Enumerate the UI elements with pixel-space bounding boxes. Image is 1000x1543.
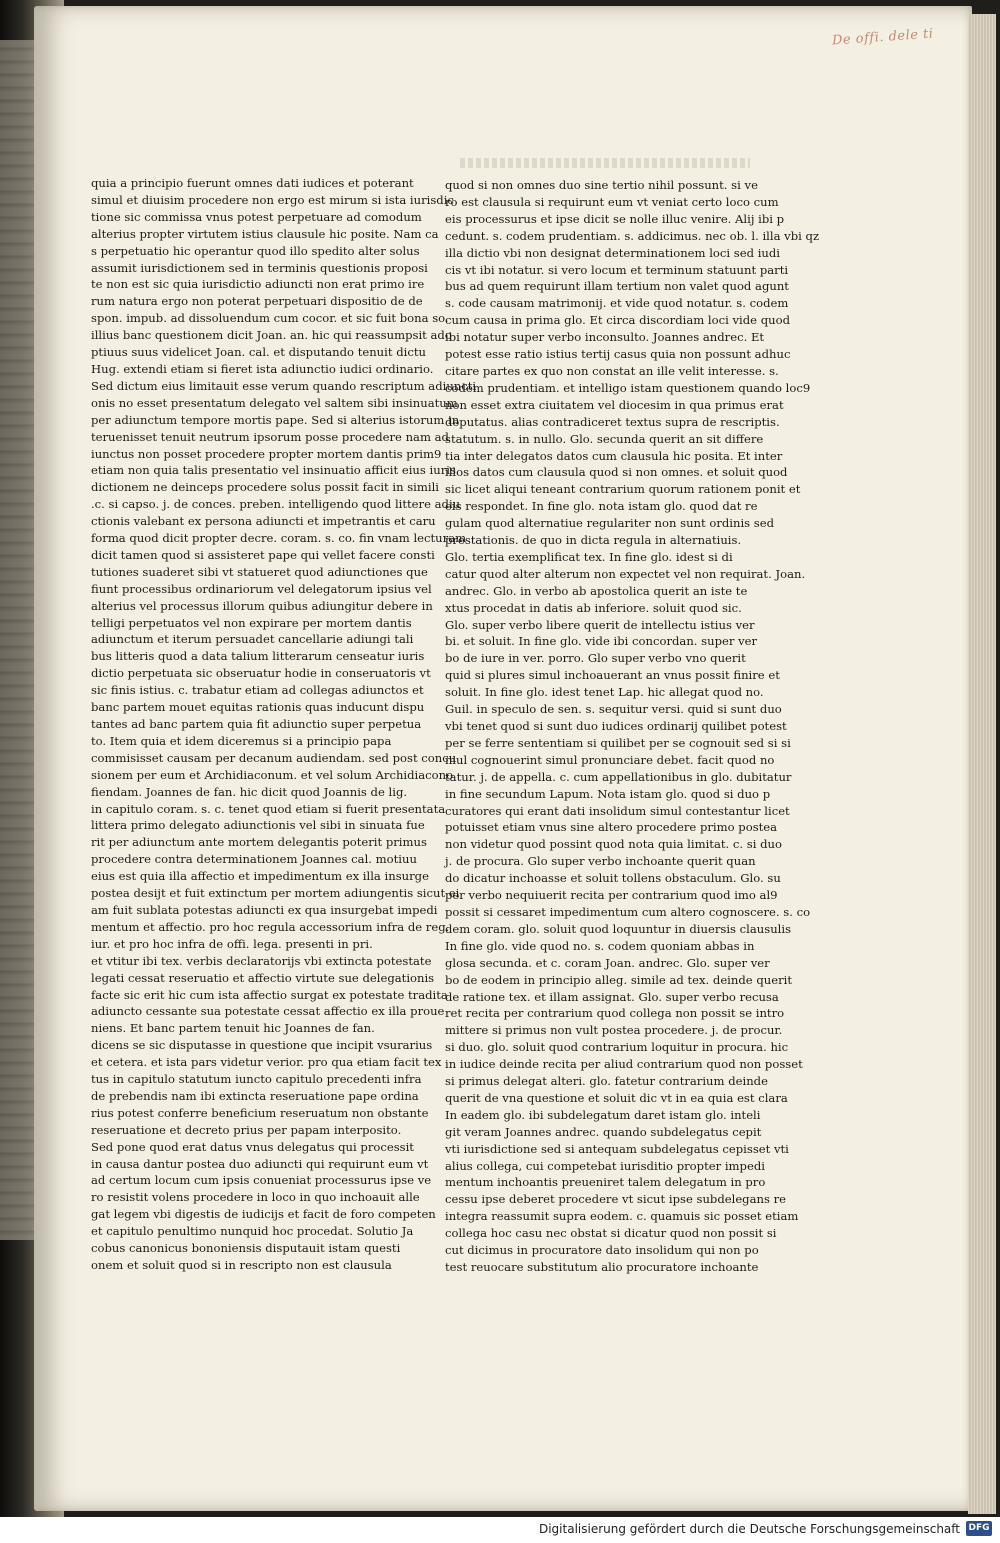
text-line: legati cessat reseruatio et affectio virtute sue delegationis [91,970,435,985]
text-line: si duo. glo. soluit quod contrarium loquitur in procura. hic [445,1040,789,1055]
text-line: illius banc questionem dicit Joan. an. hic qui reassumpsit ado [91,328,452,343]
text-line: vbi tenet quod si sunt duo iudices ordinarij quilibet potest [445,719,787,733]
text-line: integra reassumit supra eodem. c. quamuis sic posset etiam [445,1209,799,1224]
text-line: ibi notatur super verbo inconsulto. Joannes andrec. Et [445,330,765,345]
text-line: Sed dictum eius limitauit esse verum quando rescriptum adiuncti [91,378,477,393]
text-line: glosa secunda. et c. coram Joan. andrec. Glo. super ver [445,955,770,970]
text-line: soluit. In fine glo. idest tenet Lap. hic allegat quod no. [445,685,764,700]
text-line: tione sic commissa vnus potest perpetuare ad comodum [91,209,422,224]
text-line: citare partes ex quo non constat an ille velit interesse. s. [445,363,779,378]
text-line: bo de iure in ver. porro. Glo super verbo vno querit [445,651,746,666]
text-line: fiendam. Joannes de fan. hic dicit quod Joannis de lig. [91,784,408,799]
text-line: In fine glo. vide quod no. s. codem quoniam abbas in [445,938,755,953]
text-line: niens. Et banc partem tenuit hic Joannes de fan. [91,1021,375,1036]
text-line: do dicatur inchoasse et soluit tollens obstaculum. Glo. su [445,871,781,886]
right-text-column [445,177,820,1276]
text-line: assumit iurisdictionem sed in terminis questionis proposi [91,260,428,275]
text-line: tia inter delegatos datos cum clausula hic posita. Et inter [445,448,783,463]
text-line: de ratione tex. et illam assignat. Glo. super verbo recusa [445,989,779,1004]
text-line: alius collega, cui competebat iurisditio propter impedi [445,1158,765,1173]
text-line: quia a principio fuerunt omnes dati iudices et poterant [91,176,414,190]
text-line: am fuit sublata potestas adiuncti ex qua insurgebat impedi [91,902,438,917]
text-line: tus in capitulo statutum iuncto capitulo precedenti infra [91,1072,422,1087]
text-line: per verbo nequiuerit recita per contrarium quod imo al9 [445,888,778,903]
text-line: gat legem vbi digestis de iudicijs et facit de foro competen [91,1207,436,1222]
text-line: onis no esset presentatum delegato vel saltem sibi insinuatum [91,395,458,410]
text-line: bo de eodem in principio alleg. simile ad tex. deinde querit [445,972,792,987]
text-line: illos datos cum clausula quod si non omnes. et soluit quod [445,465,788,480]
text-line: alterius vel processus illorum quibus adiungitur debere in [91,598,433,613]
text-line: Glo. super verbo libere querit de intellectu istius ver [445,617,755,632]
text-line: j. de procura. Glo super verbo inchoante querit quan [445,854,756,869]
text-line: tatur. j. de appella. c. cum appellationibus in glo. dubitatur [445,769,792,784]
text-line: dicit tamen quod si assisteret pape qui vellet facere consti [91,547,435,562]
text-line: cessu ipse deberet procedere vt sicut ipse subdelegans re [445,1192,787,1207]
text-line: ptiuus suus videlicet Joan. cal. et disputando tenuit dictu [91,345,426,360]
text-line: mentum et affectio. pro hoc regula accessorium infra de reg. [91,919,450,934]
text-line: et vtitur ibi tex. verbis declaratorijs vbi extincta potestate [91,953,432,968]
text-line: teruenisset tenuit neutrum ipsorum posse procedere nam ad [91,429,449,444]
text-line: dicens se sic disputasse in questione que incipit vsurarius [91,1038,433,1053]
text-line: de prebendis nam ibi extincta reseruatione pape ordina [91,1088,419,1103]
text-line: dictio perpetuata sic obseruatur hodie in conseruatoris vt [91,666,431,681]
text-line: telligi perpetuatos vel non expirare per mortem dantis [91,615,412,630]
text-line: git veram Joannes andrec. quando subdelegatus cepit [445,1124,762,1139]
text-line: tutiones suaderet sibi vt statueret quod adiunctiones que [91,564,428,579]
text-line: codem prudentiam. et intelligo istam questionem quando loc9 [445,380,811,395]
text-line: cobus canonicus bononiensis disputauit istam questi [91,1241,401,1256]
text-line: sionem per eum et Archidiaconum. et vel solum Archidiacono [91,767,454,782]
text-line: eis respondet. In fine glo. nota istam glo. quod dat re [445,499,758,514]
faint-show-through [460,158,750,168]
text-line: adiunctum et iterum persuadet cancellarie adiungi tali [91,632,414,647]
text-line: statutum. s. in nullo. Glo. secunda querit an sit differe [445,431,764,446]
text-line: Guil. in speculo de sen. s. sequitur versi. quid si sunt duo [445,702,782,717]
text-line: littera primo delegato adiunctionis vel sibi in sinuata fue [91,818,425,833]
text-line: iur. et pro hoc infra de offi. lega. presenti in pri. [91,936,373,951]
text-line: cedunt. s. codem prudentiam. s. addicimus. nec ob. l. illa vbi qz [445,228,820,243]
text-line: forma quod dicit propter decre. coram. s. co. fin vnam lecturam [91,531,467,546]
text-line: facte sic erit hic cum ista affectio surgat ex potestate tradita [91,987,448,1002]
text-line: mittere si primus non vult postea procedere. j. de procur. [445,1023,783,1038]
text-line: possit si cessaret impedimentum cum altero cognoscere. s. co [445,904,811,919]
text-line: potest esse ratio istius tertij casus quia non possunt adhuc [445,347,791,362]
text-line: In eadem glo. ibi subdelegatum daret istam glo. inteli [445,1107,761,1122]
text-line: sic licet aliqui teneant contrarium quorum rationem ponit et [445,482,801,497]
text-line: illa dictio vbi non designat determinationem loci sed iudi [445,245,781,260]
text-line: rius potest conferre beneficium reseruatum non obstante [91,1105,429,1120]
text-line: per se ferre sententiam si quilibet per se cognouit sed si si [445,735,791,750]
text-line: commisisset causam per decanum audiendam. sed post concu [91,750,457,765]
text-line: onem et soluit quod si in rescripto non est clausula [91,1258,392,1272]
text-line: potuisset etiam vnus sine altero procedere primo postea [445,820,778,835]
text-line: ro est clausula si requirunt eum vt veniat certo loco cum [445,194,779,209]
text-line: andrec. Glo. in verbo ab apostolica querit an iste te [445,583,748,598]
text-line: curatores qui erant dati insolidum simul contestantur licet [445,803,790,818]
text-line: s perpetuatio hic operantur quod illo spedito alter solus [91,243,420,258]
text-line: Hug. extendi etiam si fieret ista adiunctio iudici ordinario. [91,361,434,376]
text-line: test reuocare substitutum alio procuratore inchoante [445,1260,759,1274]
text-line: cut dicimus in procuratore dato insolidum qui non po [445,1243,759,1258]
text-line: non videtur quod possint quod nota quia limitat. c. si duo [445,837,782,852]
text-line: postea desijt et fuit extinctum per mortem adiungentis sicut ei [91,886,460,901]
text-line: quod si non omnes duo sine tertio nihil possunt. si ve [445,178,758,192]
text-line: dictionem ne deinceps procedere solus possit facit in simili [91,480,440,495]
text-line: vti iurisdictione sed si antequam subdelegatus cepisset vti [445,1141,789,1156]
text-line: eius est quia illa affectio et impedimentum ex illa insurge [91,869,429,884]
text-line: xtus procedat in datis ab inferiore. soluit quod sic. [445,600,742,615]
page-stack-edge [968,14,996,1514]
text-line: iunctus non posset procedere propter mortem dantis prim9 [91,446,442,461]
text-line: in capitulo coram. s. c. tenet quod etiam si fuerit presentata [91,801,446,816]
text-line: ro resistit volens procedere in loco in quo inchoauit alle [91,1190,420,1205]
text-line: mentum inchoantis preueniret talem delegatum in pro [445,1175,766,1190]
text-line: Sed pone quod erat datus vnus delegatus qui processit [91,1139,414,1154]
text-line: gulam quod alternatiue regulariter non sunt ordinis sed [445,516,775,531]
text-line: dem coram. glo. soluit quod loquuntur in diuersis clausulis [445,921,792,936]
text-line: spon. impub. ad dissoluendum cum cocor. et sic fuit bona so. [91,311,449,326]
text-line: et capitulo penultimo nunquid hoc procedat. Solutio Ja [91,1224,414,1239]
text-line: etiam non quia talis presentatio vel insinuatio afficit eius iuris [91,463,456,478]
text-line: banc partem mouet equitas rationis quas inducunt dispu [91,700,425,715]
text-line: si primus delegat alteri. glo. fatetur contrarium deinde [445,1074,768,1089]
text-line: in fine secundum Lapum. Nota istam glo. quod si duo p [445,786,771,801]
funding-credit: Digitalisierung gefördert durch die Deutsche Forschungsgemeinschaft [538,1522,960,1536]
text-line: rit per adiunctum ante mortem delegantis poterit primus [91,835,427,850]
text-line: in iudice deinde recita per aliud contrarium quod non posset [445,1057,803,1072]
text-line: alterius propter virtutem istius clausule hic posite. Nam ca [91,226,439,241]
text-line: bus ad quem requirunt illam tertium non valet quod agunt [445,279,789,294]
text-line: mul cognouerint simul pronunciare debet. facit quod no [445,752,775,767]
text-line: sic finis istius. c. trabatur etiam ad collegas adiunctos et [91,683,424,698]
text-line: querit de vna questione et soluit dic vt in ea quia est clara [445,1090,788,1105]
text-line: procedere contra determinationem Joannes cal. motiuu [91,852,417,867]
text-line: cum causa in prima glo. Et circa discordiam loci vide quod [445,313,791,328]
text-line: quid si plures simul inchoauerant an vnus possit finire et [445,668,780,683]
text-line: to. Item quia et idem diceremus si a principio papa [91,733,392,748]
text-line: cis vt ibi notatur. si vero locum et terminum statuunt parti [445,262,789,277]
handwritten-margin-note: De offi. dele ti [831,26,934,49]
text-line: in causa dantur postea duo adiuncti qui requirunt eum vt [91,1156,429,1171]
text-line: tantes ad banc partem quia fit adiunctio super perpetua [91,717,422,731]
text-line: Glo. tertia exemplificat tex. In fine glo. idest si di [445,549,733,564]
text-line: simul et diuisim procedere non ergo est mirum si ista iurisdic [91,192,454,207]
text-line: et cetera. et ista pars videtur verior. pro qua etiam facit tex [91,1055,442,1070]
text-line: bi. et soluit. In fine glo. vide ibi concordan. super ver [445,634,758,649]
text-line: eis processurus et ipse dicit se nolle illuc venire. Alij ibi p [445,211,785,226]
text-line: s. code causam matrimonij. et vide quod notatur. s. codem [445,296,789,311]
left-text-column [91,175,477,1274]
text-line: deputatus. alias contradiceret textus supra de rescriptis. [445,414,780,429]
text-line: adiuncto cessante sua potestate cessat affectio ex illa proue [91,1004,445,1019]
text-line: .c. si capso. j. de conces. preben. intelligendo quod littere adiu [91,497,461,512]
text-line: ctionis valebant ex persona adiuncti et impetrantis et caru [91,514,436,529]
text-line: bus litteris quod a data talium litterarum censeatur iuris [91,649,425,664]
text-line: catur quod alter alterum non expectet vel non requirat. Joan. [445,566,806,581]
text-line: te non est sic quia iurisdictio adiuncti non erat primo ire [91,277,425,292]
text-line: prestationis. de quo in dicta regula in alternatiuis. [445,533,742,548]
text-line: ad certum locum cum ipsis conueniat processurus ipse ve [91,1173,432,1188]
text-line: ret recita per contrarium quod collega non possit se intro [445,1006,785,1021]
text-line: collega hoc casu nec obstat si dicatur quod non possit si [445,1226,777,1241]
text-line: reseruatione et decreto prius per papam interposito. [91,1122,402,1137]
dfg-logo: DFG [966,1521,992,1536]
text-line: non esset extra ciuitatem vel diocesim in qua primus erat [445,397,784,412]
text-line: rum natura ergo non poterat perpetuari dispositio de de [91,294,423,309]
text-line: fiunt processibus ordinariorum vel delegatorum ipsius vel [91,581,432,596]
text-line: per adiunctum tempore mortis pape. Sed si alterius istorum in [91,412,460,427]
